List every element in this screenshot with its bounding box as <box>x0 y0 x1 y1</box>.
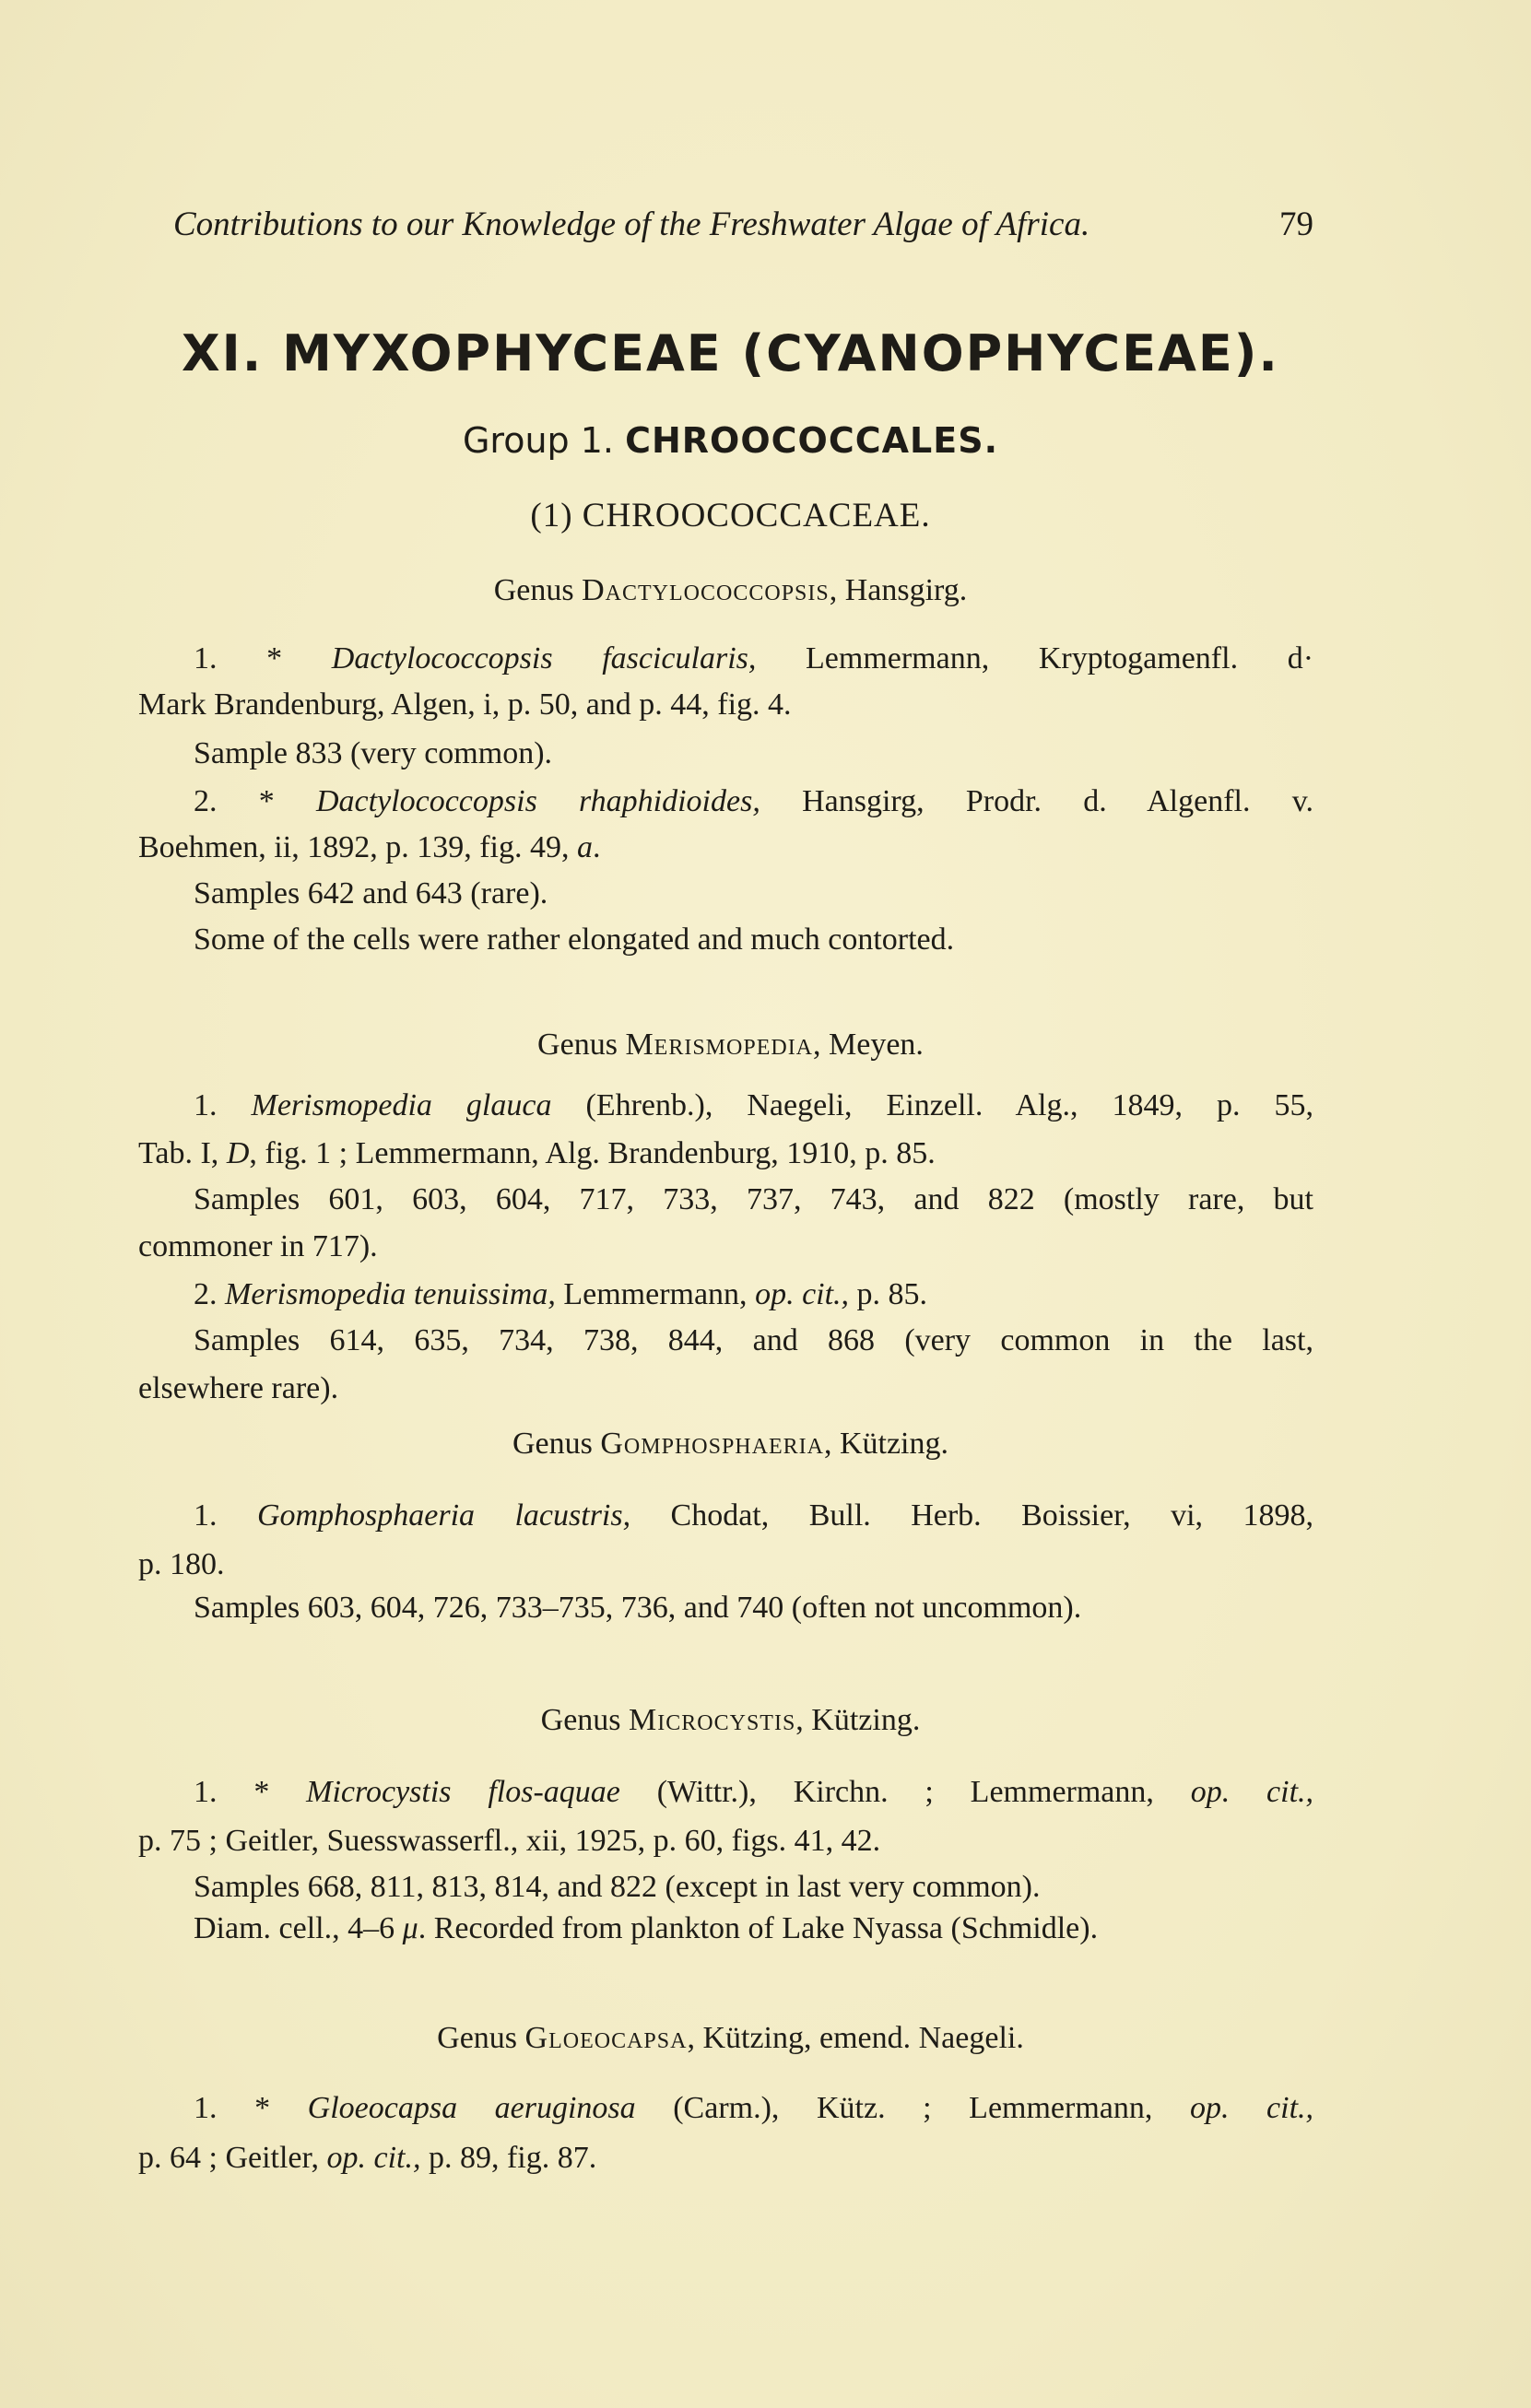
entry-line <box>194 783 1313 820</box>
entry-text: p. 85. <box>849 1277 928 1311</box>
genus-name: Merismopedia <box>625 1028 814 1062</box>
entry-line: p. 75 ; Geitler, Suesswasserfl., xii, 1925, p. 60, figs. 41, 42. <box>138 1824 881 1858</box>
entry-text: Boehmen, ii, 1892, p. 139, fig. 49, <box>138 830 570 864</box>
genus-heading-gomphosphaeria <box>138 1427 1323 1462</box>
entry-line: Samples 603, 604, 726, 733–735, 736, and 740 (often not uncommon). <box>194 1591 1082 1625</box>
entry-line: Some of the cells were rather elongated and much contorted. <box>194 922 955 957</box>
genus-heading-microcystis <box>138 1703 1323 1738</box>
page-number: 79 <box>1279 206 1313 243</box>
entry-line: Sample 833 (very common). <box>194 736 553 770</box>
entry-text: Hansgirg, Prodr. d. Algenfl. v. <box>760 784 1314 818</box>
entry-text: (Ehrenb.), Naegeli, Einzell. Alg., 1849, p. 55, <box>551 1088 1314 1122</box>
species-name: Merismopedia tenuissima, <box>225 1277 556 1311</box>
entry-line <box>194 1774 1313 1811</box>
entry-number: 1. * <box>194 2091 271 2125</box>
species-name: Dactylococcopsis rhaphidioides, <box>316 784 760 818</box>
entry-number: 1. * <box>194 641 283 675</box>
entry-text: Diam. cell., 4–6 <box>194 1911 395 1945</box>
genus-prefix: Genus <box>512 1427 593 1461</box>
entry-number: 1. <box>194 1498 218 1533</box>
running-head-title: Contributions to our Knowledge of the Freshwater Algae of Africa. <box>173 206 1090 243</box>
op-cit: op. cit., <box>755 1277 850 1311</box>
entry-line <box>138 2140 596 2177</box>
entry-line: commoner in 717). <box>138 1229 378 1263</box>
genus-name: Dactylococcopsis <box>582 573 830 607</box>
genus-prefix: Genus <box>540 1703 621 1737</box>
op-cit: op. cit., <box>1190 1775 1314 1809</box>
genus-heading-gloeocapsa <box>138 2021 1323 2056</box>
species-name: Microcystis flos-aquae <box>306 1775 620 1809</box>
entry-text: . Recorded from plankton of Lake Nyassa (Schmidle). <box>418 1911 1099 1945</box>
section-heading: XI. MYXOPHYCEAE (CYANOPHYCEAE). <box>182 324 1279 382</box>
entry-line <box>194 1276 927 1313</box>
genus-heading-dactylococcopsis <box>138 573 1323 608</box>
genus-prefix: Genus <box>493 573 574 607</box>
unit-symbol: μ <box>402 1911 418 1945</box>
genus-prefix: Genus <box>437 2021 518 2055</box>
entry-text: Lemmermann, <box>555 1277 748 1311</box>
entry-text: , fig. 1 ; Lemmermann, Alg. Brandenburg, 1910, p. 85. <box>249 1136 936 1170</box>
genus-name: Microcystis <box>629 1703 796 1737</box>
entry-line: p. 180. <box>138 1547 225 1581</box>
entry-text: (Wittr.), Kirchn. ; Lemmermann, <box>619 1775 1154 1809</box>
genus-prefix: Genus <box>537 1028 618 1062</box>
entry-text: (Carm.), Kütz. ; Lemmermann, <box>635 2091 1153 2125</box>
genus-authority: , Kützing. <box>823 1427 949 1461</box>
genus-authority: , Kützing. <box>795 1703 921 1737</box>
op-cit: op. cit., <box>1189 2091 1314 2125</box>
entry-line <box>138 1135 936 1172</box>
entry-number: 1. * <box>194 1775 270 1809</box>
genus-authority: , Meyen. <box>813 1028 924 1062</box>
entry-line <box>194 2090 1313 2127</box>
species-name: Gloeocapsa aeruginosa <box>307 2091 636 2125</box>
entry-line <box>194 1087 1313 1124</box>
op-cit: op. cit., <box>326 2141 421 2175</box>
entry-line: Samples 642 and 643 (rare). <box>194 876 548 910</box>
species-name: Merismopedia glauca <box>251 1088 552 1122</box>
entry-text: p. 89, fig. 87. <box>420 2141 597 2175</box>
genus-name: Gloeocapsa <box>524 2021 688 2055</box>
entry-line <box>194 640 1313 677</box>
entry-line: elsewhere rare). <box>138 1371 339 1405</box>
entry-number: 2. <box>194 1277 218 1311</box>
family-heading: (1) CHROOCOCCACEAE. <box>530 497 931 534</box>
entry-line <box>194 1498 1313 1534</box>
entry-number: 2. * <box>194 784 275 818</box>
entry-text: Chodat, Bull. Herb. Boissier, vi, 1898, <box>630 1498 1313 1533</box>
entry-line: Samples 601, 603, 604, 717, 733, 737, 743, and 822 (mostly rare, but <box>194 1182 1313 1216</box>
entry-text: . <box>592 830 601 864</box>
group-label: Group 1. <box>462 420 614 461</box>
figure-letter: a <box>576 830 593 864</box>
figure-letter: D <box>226 1136 250 1170</box>
species-name: Gomphosphaeria lacustris, <box>256 1498 631 1533</box>
genus-authority: , Kützing, emend. Naegeli. <box>687 2021 1024 2055</box>
entry-line: Mark Brandenburg, Algen, i, p. 50, and p. 44, fig. 4. <box>138 687 792 722</box>
entry-line <box>138 829 600 866</box>
group-name: CHROOCOCCALES. <box>625 420 999 461</box>
entry-text: Tab. I, <box>138 1136 219 1170</box>
entry-text: Lemmermann, Kryptogamenfl. d· <box>756 641 1314 675</box>
group-heading <box>138 420 1323 461</box>
entry-line: Samples 668, 811, 813, 814, and 822 (except in last very common). <box>194 1870 1041 1904</box>
entry-text: p. 64 ; Geitler, <box>138 2141 319 2175</box>
entry-line: Samples 614, 635, 734, 738, 844, and 868 (very common in the last, <box>194 1323 1313 1357</box>
species-name: Dactylococcopsis fascicularis, <box>331 641 757 675</box>
genus-heading-merismopedia <box>138 1028 1323 1063</box>
running-head <box>173 205 1313 249</box>
entry-number: 1. <box>194 1088 218 1122</box>
genus-authority: , Hansgirg. <box>829 573 968 607</box>
genus-name: Gomphosphaeria <box>600 1427 824 1461</box>
entry-line <box>194 1910 1098 1947</box>
